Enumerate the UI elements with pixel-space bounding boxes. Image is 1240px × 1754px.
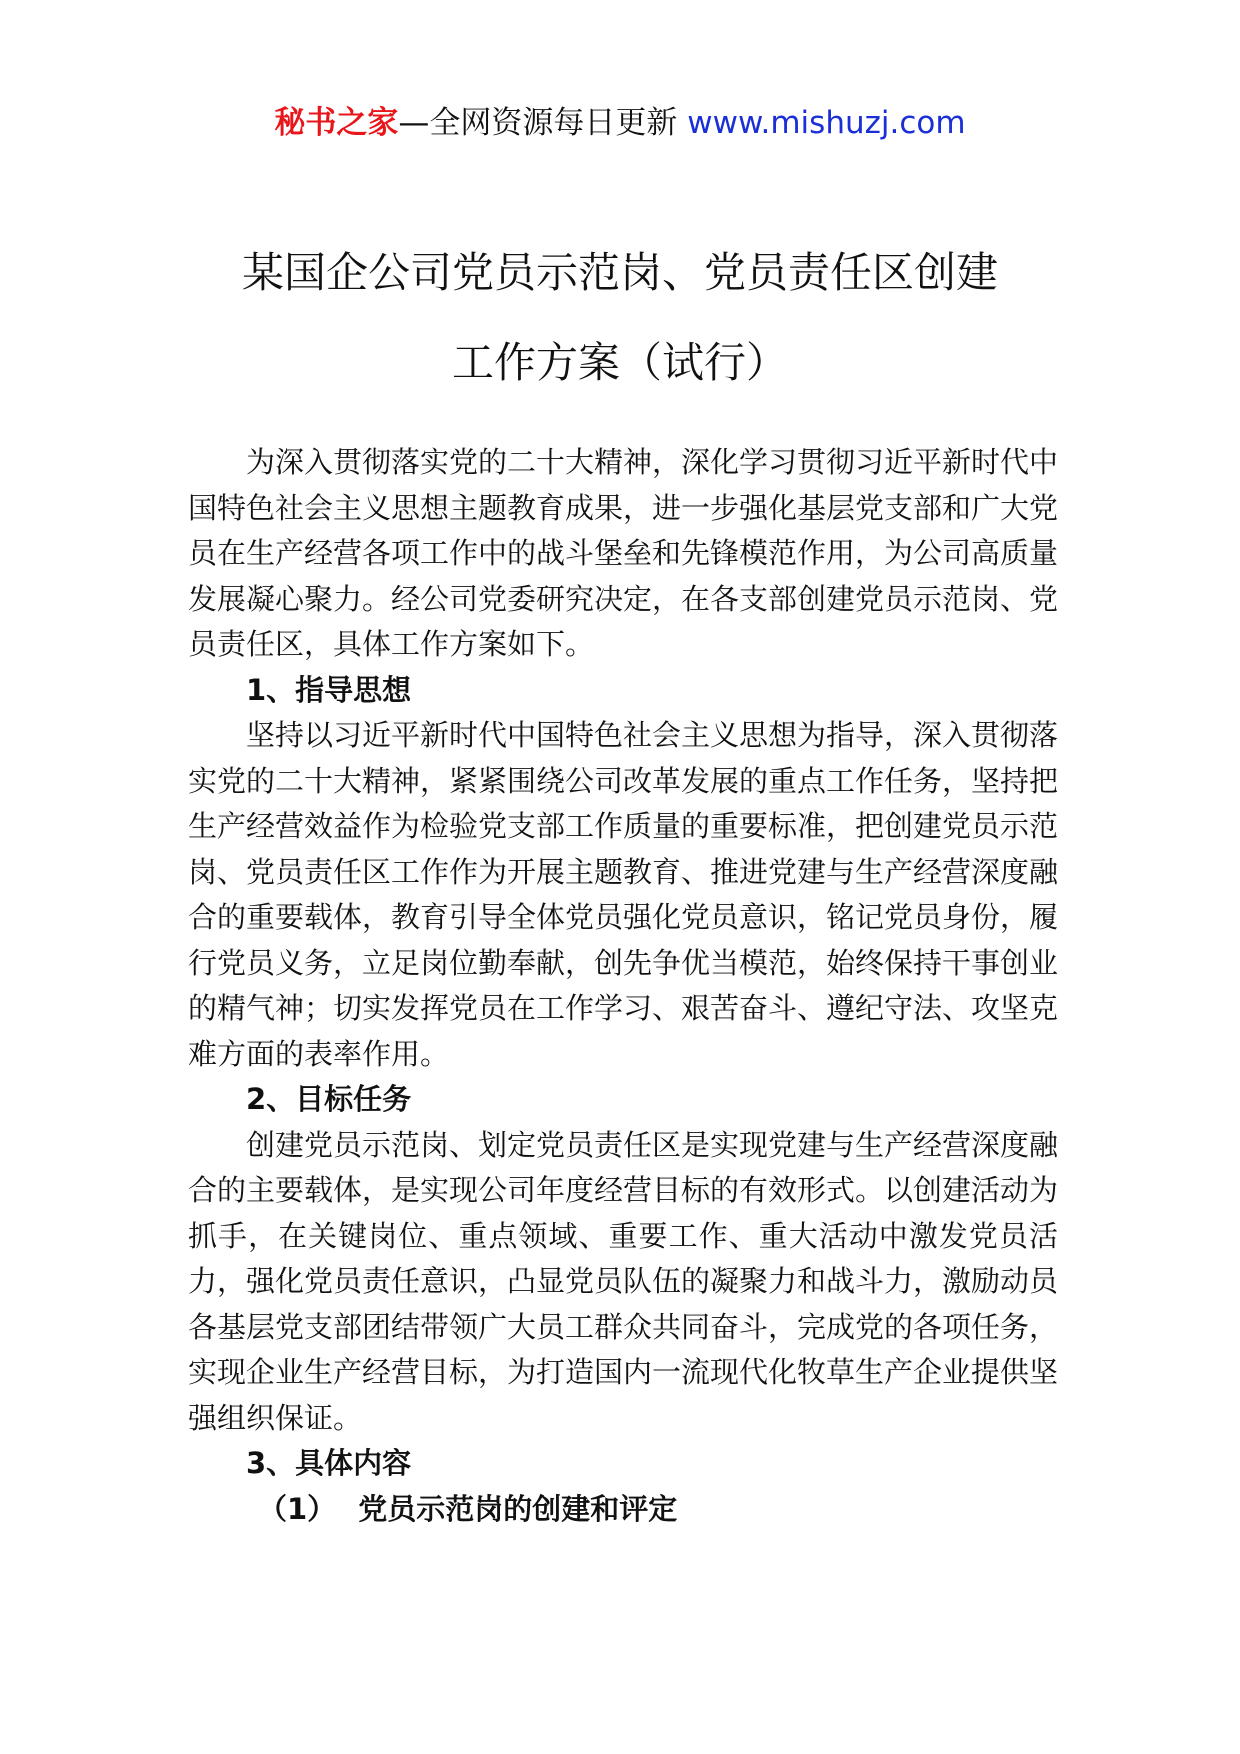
header-banner — [0, 98, 1240, 148]
section-paragraph-goals-tasks: 创建党员示范岗、划定党员责任区是实现党建与生产经营深度融合的主要载体，是实现公司年度经营目标的有效形式。以创建活动为抓手，在关键岗位、重点领域、重要工作、重大活动中激发党员活力，强化党员责任意识，凸显党员队伍的凝聚力和战斗力，激励动员各基层党支部团结带领广大员工群众共同奋斗，完成党的各项任务，实现企业生产经营目标，为打造国内一流现代化牧草生产企业提供坚强组织保证。 — [188, 1127, 1059, 1435]
section-heading-guiding-ideology: 1、指导思想 — [246, 672, 412, 707]
section-paragraph-guiding-ideology: 坚持以习近平新时代中国特色社会主义思想为指导，深入贯彻落实党的二十大精神，紧紧围绕公司改革发展的重点工作任务，坚持把生产经营效益作为检验党支部工作质量的重要标准，把创建党员示范岗、党员责任区工作作为开展主题教育、推进党建与生产经营深度融合的重要载体，教育引导全体党员强化党员意识，铭记党员身份，履行党员义务，立足岗位勤奉献，创先争优当模范，始终保持干事创业的精气神；切实发挥党员在工作学习、艰苦奋斗、遵纪守法、攻坚克难方面的表率作用。 — [188, 718, 1059, 1071]
document-title-line-1: 某国企公司党员示范岗、党员责任区创建 — [241, 248, 998, 297]
section-heading-specific-content: 3、具体内容 — [246, 1446, 412, 1480]
header-slogan: —全网资源每日更新 — [398, 105, 688, 141]
subsection-heading-model-post — [188, 1487, 1058, 1533]
subsection-title: 党员示范岗的创建和评定 — [358, 1491, 678, 1526]
site-url-link[interactable]: www.mishuzj.com — [687, 105, 966, 141]
subsection-number: （1） — [258, 1491, 337, 1526]
intro-paragraph: 为深入贯彻落实党的二十大精神，深化学习贯彻习近平新时代中国特色社会主义思想主题教育成果，进一步强化基层党支部和广大党员在生产经营各项工作中的战斗堡垒和先锋模范作用，为公司高质量发展凝心聚力。经公司党委研究决定，在各支部创建党员示范岗、党员责任区，具体工作方案如下。 — [188, 445, 1059, 661]
document-title-line-2: 工作方案（试行） — [451, 338, 788, 387]
document-body — [188, 440, 1058, 1532]
document-title — [150, 228, 1090, 408]
brand-name: 秘书之家 — [274, 105, 399, 141]
section-heading-goals-tasks: 2、目标任务 — [246, 1082, 412, 1116]
